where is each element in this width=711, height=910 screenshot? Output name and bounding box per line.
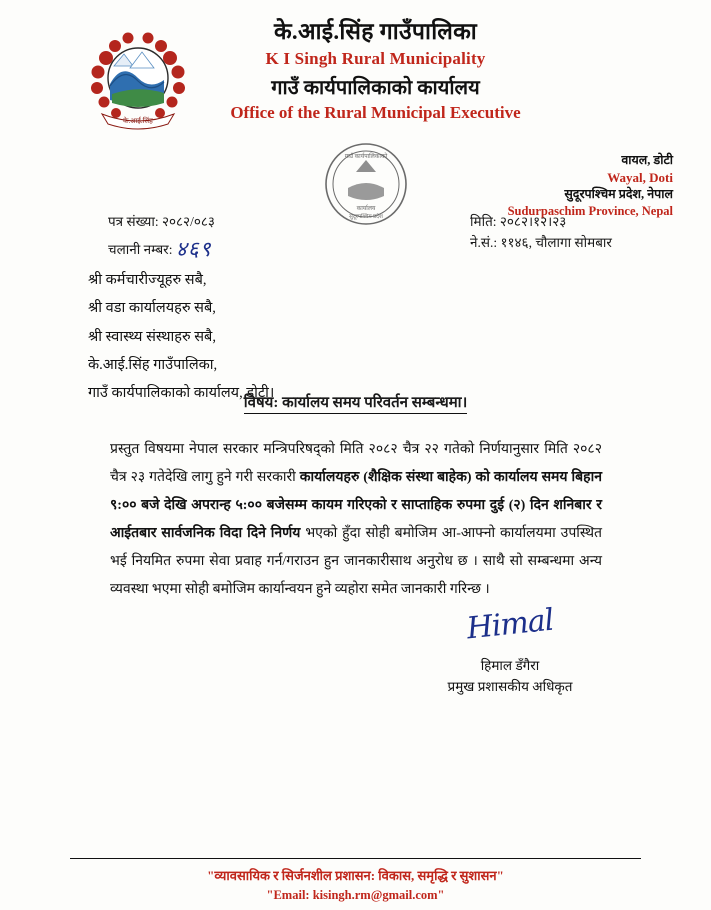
recipient-line: गाउँ कार्यपालिकाको कार्यालय, डोटी। [88,385,275,402]
nesam-label: ने.सं.: [470,234,498,250]
chalani-number [108,233,215,266]
signature-block [405,598,615,695]
address-line1-en: Wayal, Doti [607,169,673,185]
svg-text:गाउँ कार्यपालिकाको: गाउँ कार्यपालिकाको [344,154,388,160]
signatory-designation: प्रमुख प्रशासकीय अधिकृत [447,679,573,694]
letter-body [110,436,602,604]
svg-text:कार्यालय: कार्यालय [356,206,376,212]
subject-line: विषय: कार्यालय समय परिवर्तन सम्बन्धमा। [244,392,468,414]
footer-slogan: "व्यावसायिक र सिर्जनशील प्रशासन: विकास, समृद्धि र सुशासन" [207,868,504,883]
reference-row [0,212,711,261]
letterhead-header [0,0,711,123]
office-name-en: Office of the Rural Municipal Executive [230,102,521,122]
address-line1-np: वायल, डोटी [621,153,673,167]
signatory-name: हिमाल डँगैरा [480,658,540,673]
body-part-bold: कार्यालयहरु (शैक्षिक संस्था बाहेक) को कार्यालय समय बिहान ९:०० बजे देखि अपरान्ह ५:०० बजेसम्म कायम गरिएको र साप्ताहिक रुपमा दुई (२) दिन शनिबार र आईतबार सार्वजनिक विदा दिने निर्णय [110,470,602,541]
svg-text:सुदूरपश्चिम प्रदेश: सुदूरपश्चिम प्रदेश [349,214,383,220]
office-address [508,152,673,220]
chalani-label: चलानी नम्बर: [108,241,173,257]
address-line2-en: Sudurpaschim Province, Nepal [507,204,673,219]
miti-value: २०८२।१२।२३ [499,214,567,229]
patra-sankhya [108,212,215,233]
office-name-np: गाउँ कार्यपालिकाको कार्यालय [271,76,480,99]
reference-left [108,212,215,265]
handwritten-signature: Himal [465,602,555,647]
footer-email: "Email: kisingh.rm@gmail.com" [266,888,445,902]
body-part-2: भएको हुँदा सोही बमोजिम आ-आफ्नो कार्यालयमा उपस्थित भई नियमित रुपमा सेवा प्रवाह गर्न/गराउन हुन जानकारीसाथ अनुरोध छ । साथै सो सम्बन्धमा अन्य व्यवस्था भएमा सोही बमोजिम कार्यान्वयन हुने व्यहोरा समेत जानकारी गरिन्छ । [110,526,602,597]
recipient-line: के.आई.सिंह गाउँपालिका, [88,356,218,373]
recipient-line: श्री वडा कार्यालयहरु सबै, [88,300,216,317]
address-line2-np: सुदूरपश्चिम प्रदेश, नेपाल [564,187,673,202]
recipient-line: श्री कर्मचारीज्यूहरु सबै, [88,272,207,288]
patra-sankhya-label: पत्र संख्या: [108,214,159,229]
chalani-value: ४६९ [175,236,212,261]
municipality-name-np: के.आई.सिंह गाउँपालिका [273,19,478,44]
svg-text:के.आई.सिंह: के.आई.सिंह [123,117,153,125]
footer-divider [70,858,641,859]
body-part-1: प्रस्तुत विषयमा नेपाल सरकार मन्त्रिपरिषद्को मिति २०८२ चैत्र २२ गतेको निर्णयानुसार मिति २०८२ चैत्र २३ गतेदेखि लागु हुने गरी सरकारी [110,442,602,485]
nepal-government-emblem-icon [84,22,192,134]
reference-right [470,212,612,254]
recipient-list [88,266,274,407]
subject-wrapper [0,392,711,414]
letterhead-footer [0,866,711,903]
nesam-value: ११४६, चौलागा सोमबार [500,234,612,250]
recipient-line: श्री स्वास्थ्य संस्थाहरु सबै, [88,328,216,345]
nepal-sambat [470,233,612,254]
municipality-name-en: K I Singh Rural Municipality [265,48,486,68]
miti [470,212,612,233]
miti-label: मिति: [470,214,497,229]
patra-sankhya-value: २०८२/०८३ [161,214,215,229]
